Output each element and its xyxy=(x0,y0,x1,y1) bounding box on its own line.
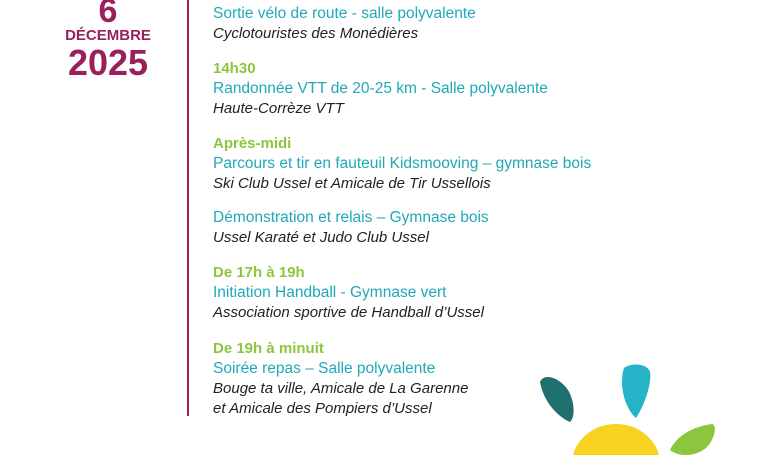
entry-activity: Soirée repas – Salle polyvalente xyxy=(213,360,436,377)
program-entry xyxy=(213,4,476,44)
date-month: DÉCEMBRE xyxy=(65,27,151,44)
entry-activity: Initiation Handball - Gymnase vert xyxy=(213,284,447,301)
entry-organizer: Ski Club Ussel et Amicale de Tir Ussellois xyxy=(213,175,491,192)
entry-time: Après-midi xyxy=(213,135,292,152)
date-year: 2025 xyxy=(67,42,149,83)
sun-logo-icon xyxy=(530,360,759,455)
entry-organizer: et Amicale des Pompiers d’Ussel xyxy=(213,400,432,417)
entry-organizer: Bouge ta ville, Amicale de La Garenne xyxy=(213,380,469,397)
entry-time: De 19h à minuit xyxy=(213,340,324,357)
entry-organizer: Association sportive de Handball d’Ussel xyxy=(213,304,484,321)
entry-time: 14h30 xyxy=(213,60,256,77)
sun-ray-dark-teal xyxy=(540,377,574,422)
program-entry xyxy=(213,59,548,119)
program-entry xyxy=(213,134,591,194)
date-day: 6 xyxy=(98,0,118,30)
sun-ray-light-blue xyxy=(622,365,650,418)
sun-ray-green xyxy=(670,424,715,455)
entry-activity: Parcours et tir en fauteuil Kidsmooving – gymnase bois xyxy=(213,155,592,172)
vertical-divider xyxy=(187,0,189,416)
entry-time: De 17h à 19h xyxy=(213,264,305,281)
entry-organizer: Ussel Karaté et Judo Club Ussel xyxy=(213,229,429,246)
entry-activity: Randonnée VTT de 20-25 km - Salle polyvalente xyxy=(213,80,548,97)
program-entry xyxy=(213,339,468,419)
entry-organizer: Haute-Corrèze VTT xyxy=(213,100,344,117)
sun-core xyxy=(572,424,660,455)
entry-activity: Démonstration et relais – Gymnase bois xyxy=(213,209,489,226)
program-entry xyxy=(213,263,484,323)
program-entry xyxy=(213,208,489,248)
entry-activity: Sortie vélo de route - salle polyvalente xyxy=(213,5,476,22)
entry-organizer: Cyclotouristes des Monédières xyxy=(213,25,419,42)
